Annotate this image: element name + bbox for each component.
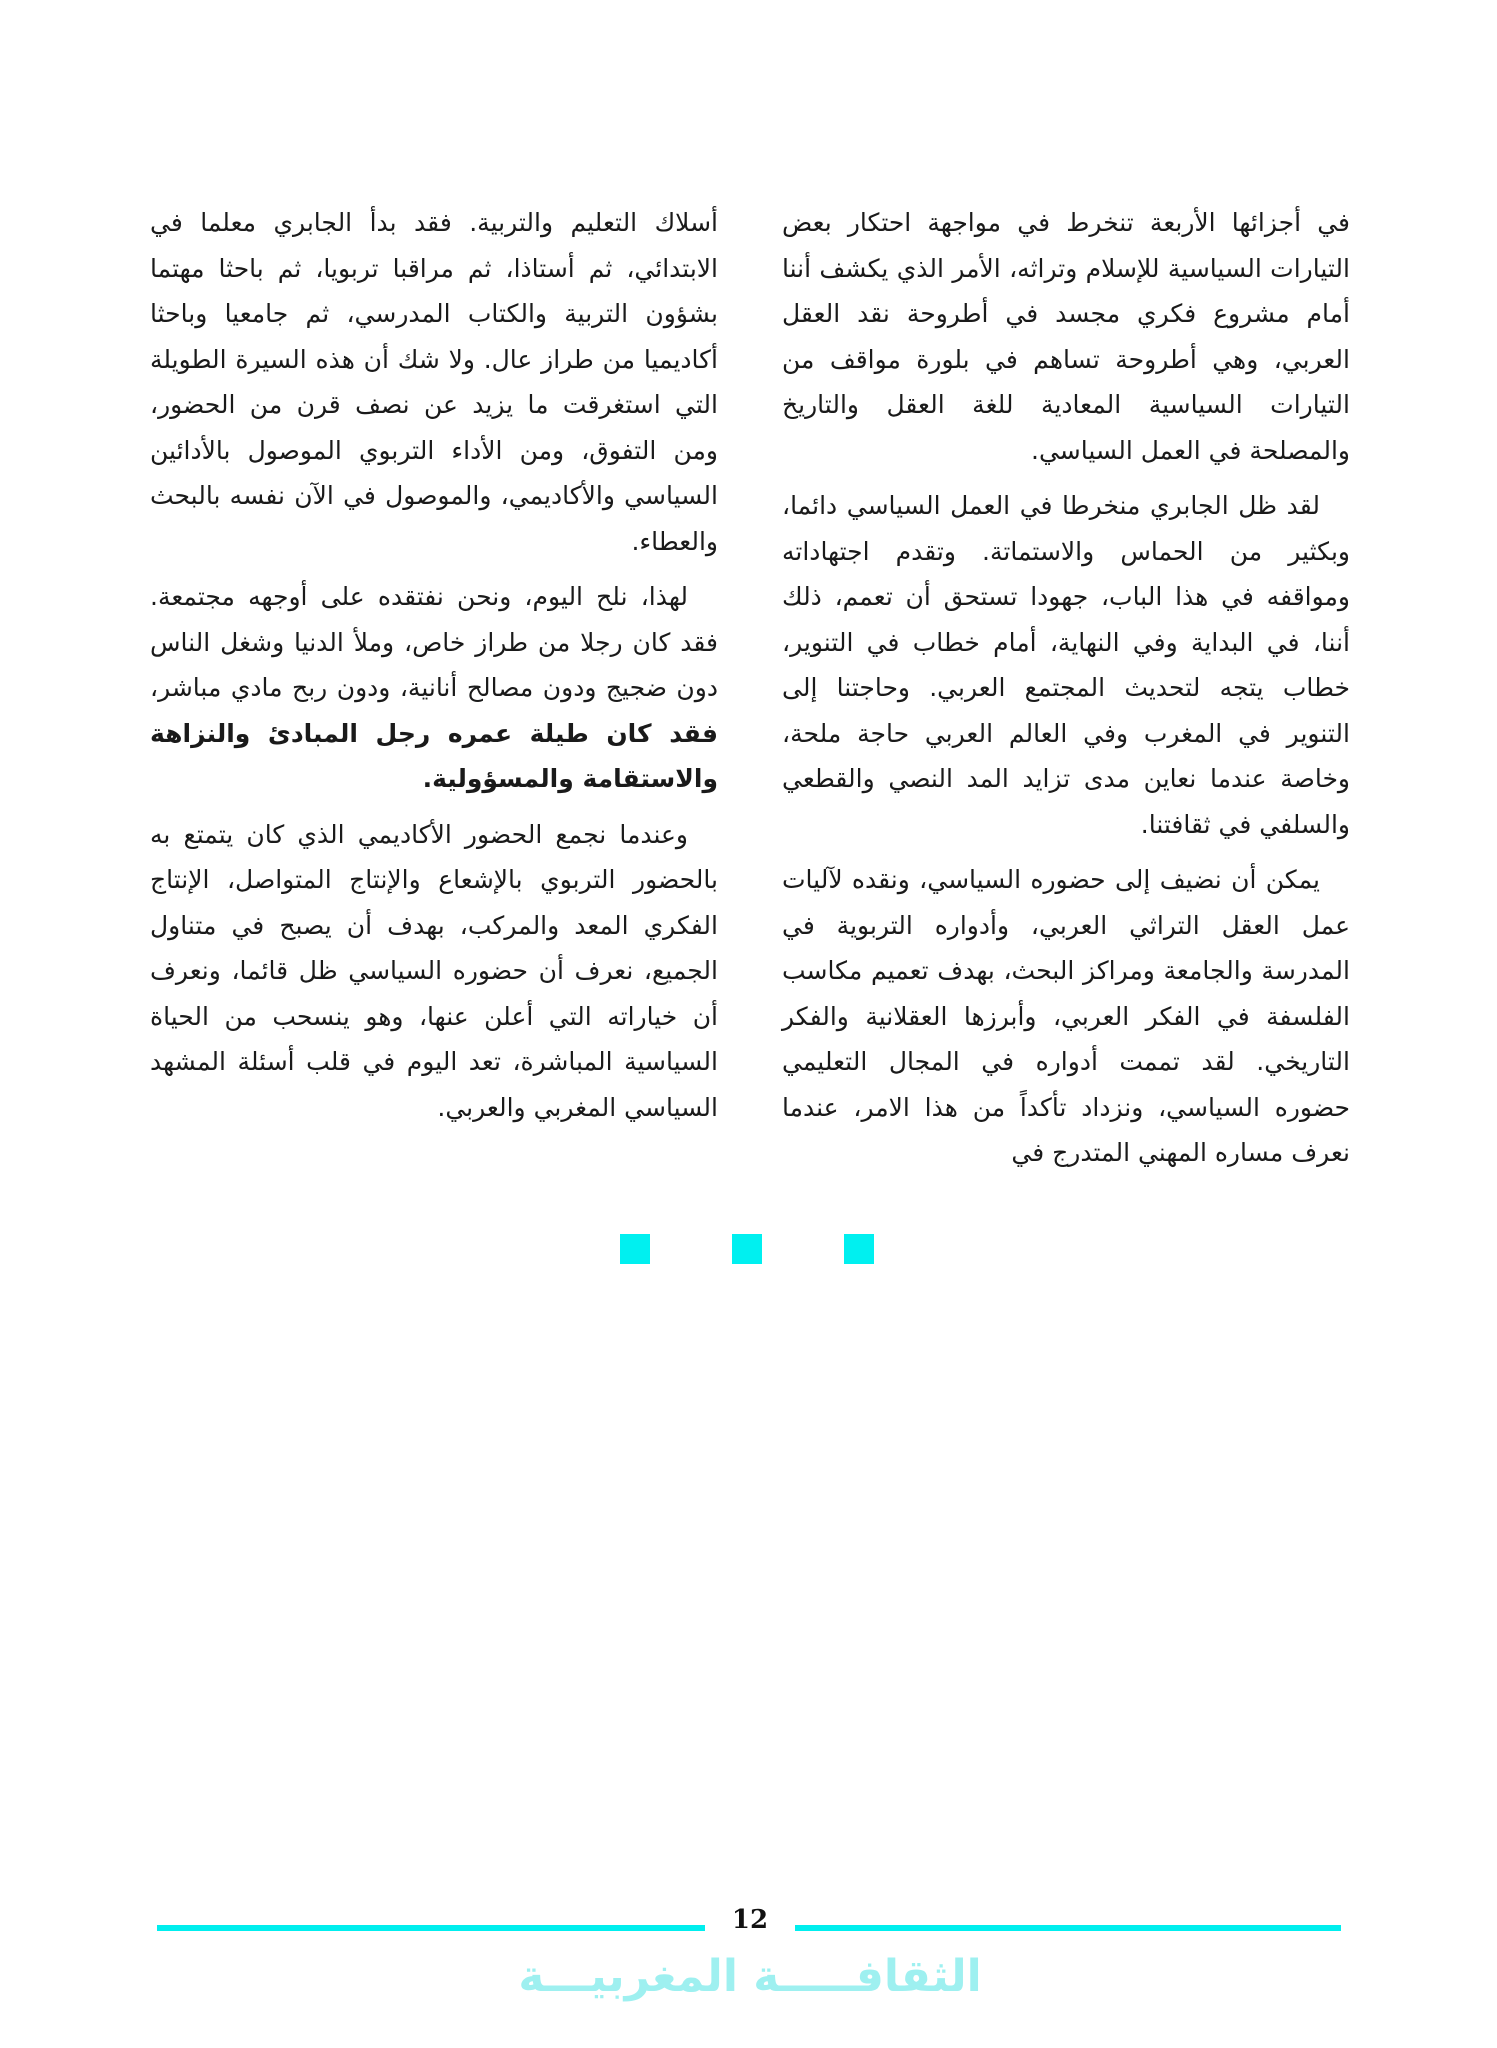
article-body — [150, 200, 1350, 1180]
paragraph — [150, 574, 718, 802]
right-column — [782, 200, 1350, 1180]
footer-divider-right — [795, 1925, 1341, 1931]
footer-divider-left — [157, 1925, 705, 1931]
cyan-square-icon — [732, 1234, 762, 1264]
paragraph: وعندما نجمع الحضور الأكاديمي الذي كان يتمتع به بالحضور التربوي بالإشعاع والإنتاج المتواصل، الإنتاج الفكري المعد والمركب، بهدف أن يصبح في متناول الجميع، نعرف أن حضوره السياسي ظل قائما، ونعرف أن خياراته التي أعلن عنها، وهو ينسحب من الحياة السياسية المباشرة، تعد اليوم في قلب أسئلة المشهد السياسي المغربي والعربي. — [150, 819, 718, 1122]
magazine-title: الثقافـــــة المغربيـــة — [518, 1951, 982, 2002]
section-end-ornament — [620, 1234, 880, 1266]
bold-emphasis: فقد كان طيلة عمره رجل المبادئ والنزاهة والاستقامة والمسؤولية. — [150, 718, 718, 793]
paragraph: لقد ظل الجابري منخرطا في العمل السياسي دائما، وبكثير من الحماس والاستماتة. وتقدم اجتهاداته ومواقفه في هذا الباب، جهودا تستحق أن تعمم، ذلك أننا، في البداية وفي النهاية، أمام خطاب في التنوير، خطاب يتجه لتحديث المجتمع العربي. وحاجتنا إلى التنوير في المغرب وفي العالم العربي حاجة ملحة، وخاصة عندما نعاين مدى تزايد المد النصي والقطعي والسلفي في ثقافتنا. — [782, 491, 1350, 839]
page-number: 12 — [731, 1905, 769, 1935]
paragraph: في أجزائها الأربعة تنخرط في مواجهة احتكار بعض التيارات السياسية للإسلام وتراثه، الأمر الذي يكشف أننا أمام مشروع فكري مجسد في أطروحة نقد العقل العربي، وهي أطروحة تساهم في بلورة مواقف من التيارات السياسية المعادية للغة العقل والتاريخ والمصلحة في العمل السياسي. — [782, 208, 1350, 465]
cyan-square-icon — [620, 1234, 650, 1264]
paragraph: يمكن أن نضيف إلى حضوره السياسي، ونقده لآليات عمل العقل التراثي العربي، وأدواره التربوية في المدرسة والجامعة ومراكز البحث، بهدف تعميم مكاسب الفلسفة في الفكر العربي، وأبرزها العقلانية والفكر التاريخي. لقد تممت أدواره في المجال التعليمي حضوره السياسي، ونزداد تأكداً من هذا الامر، عندما نعرف مساره المهني المتدرج في — [782, 865, 1350, 1167]
cyan-square-icon — [844, 1234, 874, 1264]
paragraph: أسلاك التعليم والتربية. فقد بدأ الجابري معلما في الابتدائي، ثم أستاذا، ثم مراقبا تربويا، ثم باحثا مهتما بشؤون التربية والكتاب المدرسي، ثم جامعيا وباحثا أكاديميا من طراز عال. ولا شك أن هذه السيرة الطويلة التي استغرقت ما يزيد عن نصف قرن من الحضور، ومن التفوق، ومن الأداء التربوي الموصول بالأدائين السياسي والأكاديمي، والموصول في الآن نفسه بالبحث والعطاء. — [150, 208, 718, 556]
paragraph-text: لهذا، نلح اليوم، ونحن نفتقده على أوجهه مجتمعة. فقد كان رجلا من طراز خاص، وملأ الدنيا وشغل الناس دون ضجيج ودون مصالح أنانية، ودون ربح مادي مباشر، — [150, 582, 718, 702]
left-column — [150, 200, 718, 1180]
